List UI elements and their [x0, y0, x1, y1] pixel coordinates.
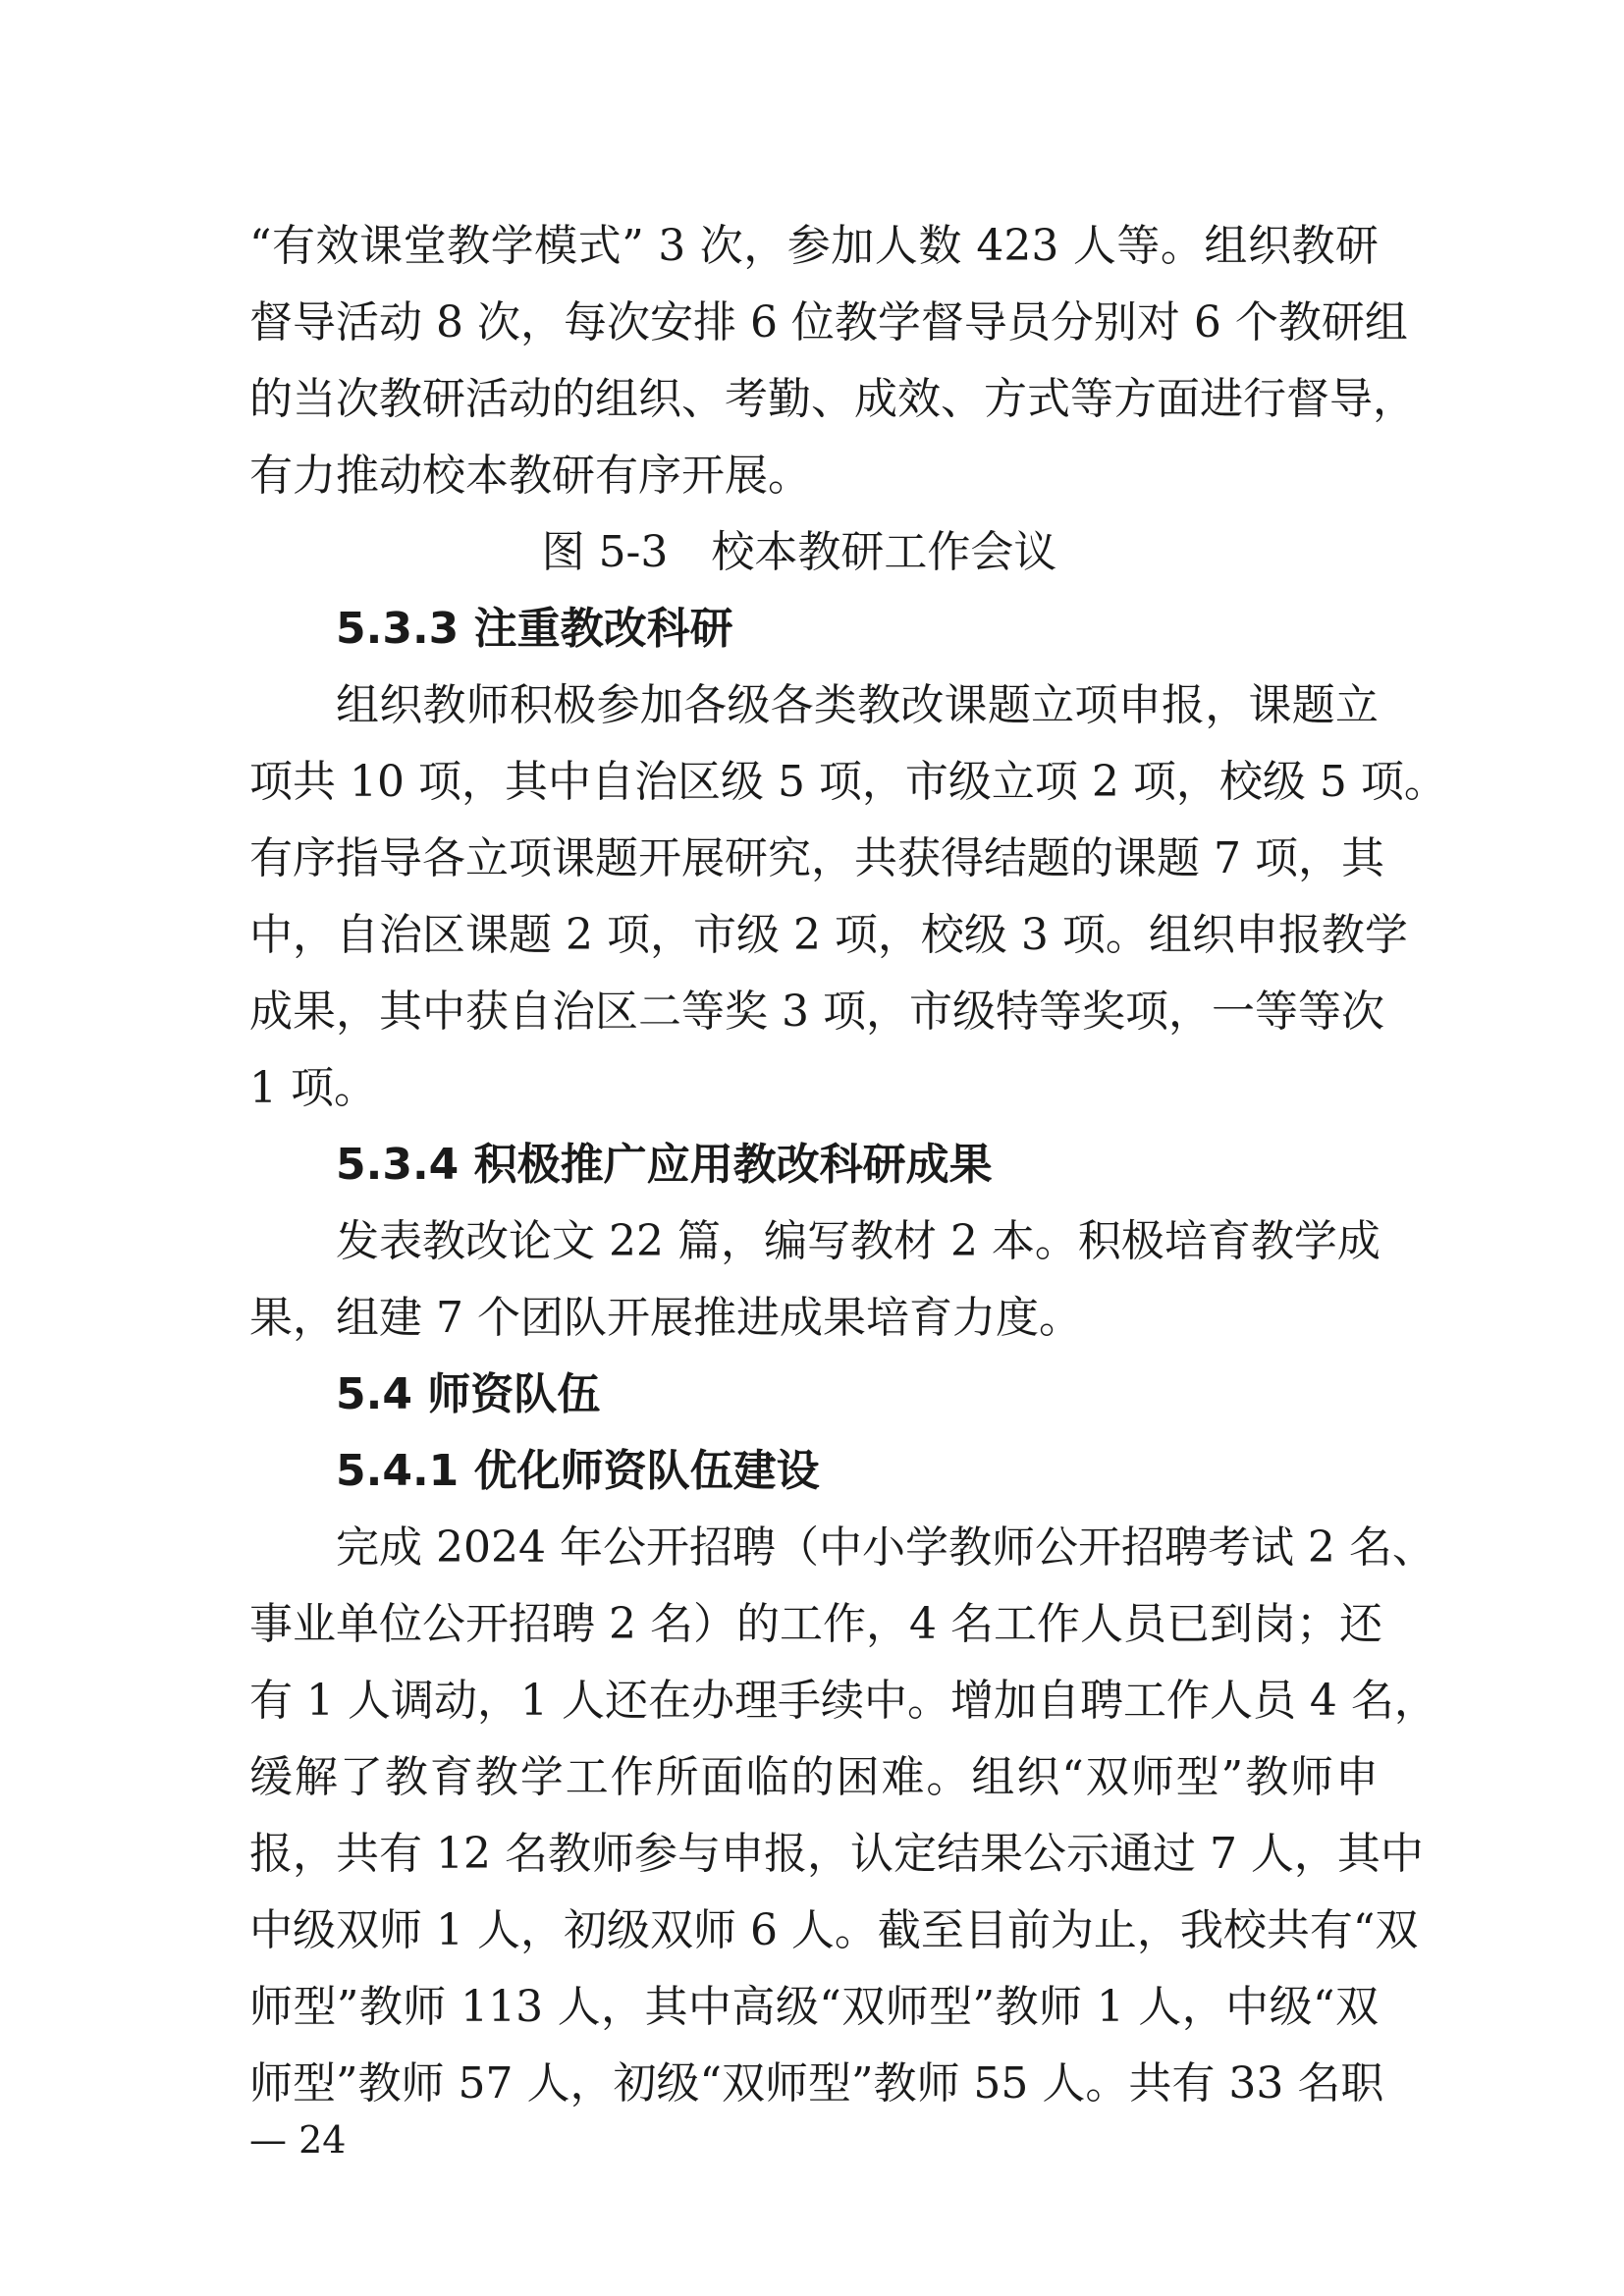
paragraph-line: 报，共有 12 名教师参与申报，认定结果公示通过 7 人，其中 — [249, 1829, 1424, 1879]
section-heading-5-4-1: 5.4.1 优化师资队伍建设 — [336, 1446, 820, 1496]
paragraph-line: 组织教师积极参加各级各类教改课题立项申报，课题立 — [336, 680, 1379, 730]
paragraph-line: 有力推动校本教研有序开展。 — [249, 451, 811, 501]
paragraph-line: 师型”教师 113 人，其中高级“双师型”教师 1 人，中级“双 — [249, 1982, 1379, 2032]
paragraph-line: 缓解了教育教学工作所面临的困难。组织“双师型”教师申 — [249, 1752, 1379, 1802]
paragraph-line: 1 项。 — [249, 1063, 377, 1113]
paragraph-line: 的当次教研活动的组织、考勤、成效、方式等方面进行督导， — [249, 374, 1416, 424]
paragraph-line: 完成 2024 年公开招聘（中小学教师公开招聘考试 2 名、 — [336, 1522, 1435, 1573]
paragraph-line: 中级双师 1 人，初级双师 6 人。截至目前为止，我校共有“双 — [249, 1905, 1419, 1955]
paragraph-line: 有序指导各立项课题开展研究，共获得结题的课题 7 项，其 — [249, 833, 1384, 883]
page-body — [249, 208, 1447, 2122]
paragraph-line: 成果，其中获自治区二等奖 3 项，市级特等奖项，一等等次 — [249, 987, 1384, 1037]
paragraph-line: 发表教改论文 22 篇，编写教材 2 本。积极培育教学成 — [336, 1216, 1380, 1266]
paragraph-line: 有 1 人调动，1 人还在办理手续中。增加自聘工作人员 4 名， — [249, 1676, 1437, 1726]
paragraph-line: 事业单位公开招聘 2 名）的工作，4 名工作人员已到岗；还 — [249, 1599, 1382, 1649]
page-number: — 24 — [249, 2118, 347, 2162]
figure-caption: 图 5-3 校本教研工作会议 — [541, 527, 1057, 577]
paragraph-line: 督导活动 8 次，每次安排 6 位教学督导员分别对 6 个教研组 — [249, 297, 1408, 347]
paragraph-line: 果，组建 7 个团队开展推进成果培育力度。 — [249, 1293, 1082, 1343]
section-heading-5-4: 5.4 师资队伍 — [336, 1369, 601, 1419]
paragraph-line: 项共 10 项，其中自治区级 5 项，市级立项 2 项，校级 5 项。 — [249, 757, 1447, 807]
paragraph-line: “有效课堂教学模式” 3 次，参加人数 423 人等。组织教研 — [249, 221, 1379, 271]
section-heading-5-3-4: 5.3.4 积极推广应用教改科研成果 — [336, 1140, 993, 1190]
paragraph-line: 中，自治区课题 2 项，市级 2 项，校级 3 项。组织申报教学 — [249, 910, 1408, 960]
paragraph-line: 师型”教师 57 人，初级“双师型”教师 55 人。共有 33 名职 — [249, 2058, 1384, 2109]
section-heading-5-3-3: 5.3.3 注重教改科研 — [336, 604, 733, 654]
